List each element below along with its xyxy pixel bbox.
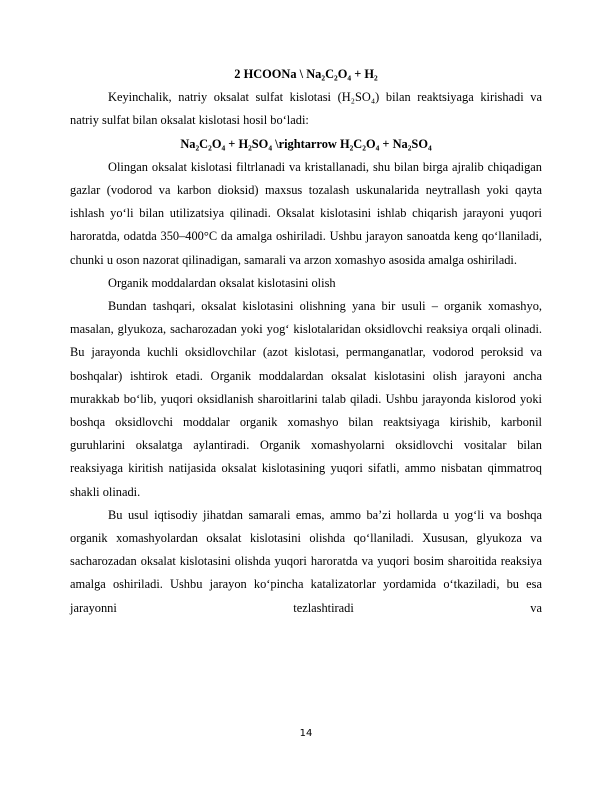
paragraph-sulfuric-reaction: Keyinchalik, natriy oksalat sulfat kislotasi (H₂SO₄) bilan reaktsiyaga kirishadi va natriy sulfat bilan oksalat kislotasi hosil bo‘ladi: xyxy=(70,90,542,128)
paragraph-filtration: Olingan oksalat kislotasi filtrlanadi va kristallanadi, shu bilan birga ajralib chiqadigan gazlar (vodorod va karbon dioksid) maxsus tozalash uskunalarida neytrallash yoki qayta ishlash yo‘li bilan utilizatsiya qilinadi. Oksalat kislotasini ishlab chiqarish jarayoni yuqori haroratda, odatda 350–400°C da amalga oshiriladi. Ushbu jarayon sanoatda keng qo‘llaniladi, chunki u oson nazorat qilinadigan, samarali va arzon xomashyo asosida amalga oshiriladi. xyxy=(70,159,542,267)
page-number: 14 xyxy=(299,728,313,739)
equation-acidification: Na₂C₂O₄ + H₂SO₄ \rightarrow H₂C₂O₄ + Na₂SO₄ xyxy=(180,136,432,151)
page-body xyxy=(70,63,542,620)
section-heading-organic: Organik moddalardan oksalat kislotasini olish xyxy=(108,275,336,290)
equation-formate-decomposition: 2 HCOONa \ Na₂C₂O₄ + H₂ xyxy=(234,67,378,81)
paragraph-organic-method: Bundan tashqari, oksalat kislotasini olishning yana bir usuli – organik xomashyo, masalan, glyukoza, sacharozadan yoki yog‘ kislotalaridan oksidlovchi reaksiya orqali olinadi. Bu jarayonda kuchli oksidlovchilar (azot kislotasi, permanganatlar, vodorod peroksid va boshqalar) ishtirok etadi. Organik moddalardan oksalat kislotasini olish jarayoni ancha murakkab bo‘lib, yuqori oksidlanish sharoitlarini talab qiladi. Ushbu jarayonda kislorod yoki boshqa oksidlovchi moddalar organik xomashyo bilan reaktsiyaga kirishib, karbonil guruhlarini oksalatga aylantiradi. Organik xomashyolarni oksidlovchi vositalar bilan reaksiyaga kiritish natijasida oksalat kislotasining yuqori sifatli, ammo nisbatan qimmatroq shakli olinadi. xyxy=(70,299,542,499)
paragraph-economics: Bu usul iqtisodiy jihatdan samarali emas, ammo ba’zi hollarda u yog‘li va boshqa organik xomashyolardan oksalat kislotasini olishda qo‘llaniladi. Xususan, glyukoza va sacharozadan oksalat kislotasini olishda yuqori haroratda va yuqori bosim sharoitida reaksiya amalga oshiriladi. Ushbu jarayon ko‘pincha katalizatorlar yordamida o‘tkaziladi, bu esa jarayonni tezlashtiradi va xyxy=(70,507,542,615)
